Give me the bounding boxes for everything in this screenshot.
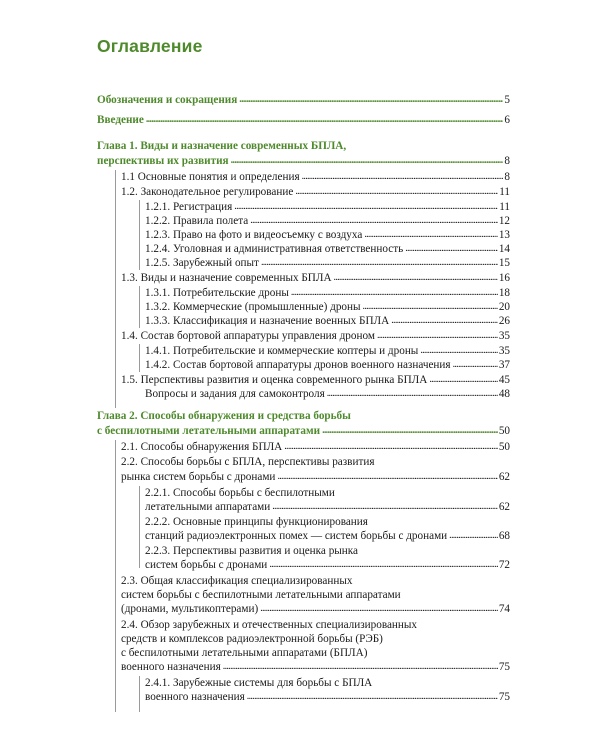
toc-page-number: 13 bbox=[498, 229, 510, 241]
toc-page-number: 8 bbox=[504, 171, 510, 183]
toc-page-number: 75 bbox=[498, 691, 510, 703]
dot-leader bbox=[261, 255, 498, 270]
section-2-2-bracket bbox=[139, 486, 140, 568]
toc-page-number: 14 bbox=[498, 243, 510, 255]
dot-leader bbox=[429, 372, 497, 387]
dot-leader bbox=[327, 386, 498, 401]
toc-entry-text: рынка систем борьбы с дронами bbox=[121, 471, 276, 483]
toc-entry-text[interactable]: средств и комплексов радиоэлектронной борьбы (РЭБ) bbox=[121, 633, 383, 645]
chapter-2-heading[interactable]: Глава 2. Способы обнаружения и средства борьбы bbox=[97, 410, 351, 422]
toc-entry-text: 1.4.1. Потребительские и коммерческие коптеры и дроны bbox=[145, 345, 419, 357]
toc-entry-text: 1.5. Перспективы развития и оценка современного рынка БПЛА bbox=[121, 374, 428, 386]
toc-entry-text[interactable]: 2.2.1. Способы борьбы с беспилотными bbox=[145, 487, 335, 499]
toc-entry-text: 1.3.2. Коммерческие (промышленные) дроны bbox=[145, 301, 361, 313]
toc-entry[interactable] bbox=[145, 286, 510, 300]
toc-page-number: 8 bbox=[504, 155, 510, 167]
toc-entry-text: 1.2.2. Правила полета bbox=[145, 215, 249, 227]
toc-page-number: 35 bbox=[498, 345, 510, 357]
toc-entry[interactable] bbox=[145, 214, 510, 228]
dot-leader bbox=[302, 169, 504, 184]
toc-page-number: 62 bbox=[498, 471, 510, 483]
toc-page-number: 6 bbox=[504, 114, 510, 126]
toc-entry[interactable] bbox=[121, 373, 510, 387]
dot-leader bbox=[322, 423, 498, 438]
dot-leader bbox=[364, 227, 498, 242]
toc-entry-text: 1.2.4. Уголовная и административная ответственность bbox=[145, 243, 404, 255]
dot-leader bbox=[377, 328, 498, 343]
toc-entry-text: 1.4.2. Состав бортовой аппаратуры дронов военного назначения bbox=[145, 359, 451, 371]
toc-entry-text[interactable]: 2.2.2. Основные принципы функционирования bbox=[145, 516, 368, 528]
chapter-2-heading-line2[interactable] bbox=[97, 424, 510, 438]
toc-entry-text: военного назначения bbox=[121, 661, 221, 673]
toc-entry[interactable] bbox=[121, 602, 510, 616]
toc-page-number: 5 bbox=[504, 94, 510, 106]
chapter-2-bracket bbox=[115, 440, 116, 712]
toc-entry-text[interactable]: 2.2.3. Перспективы развития и оценка рынка bbox=[145, 545, 359, 557]
toc-page-number: 16 bbox=[498, 272, 510, 284]
dot-leader bbox=[453, 357, 498, 372]
toc-entry-text: систем борьбы с дронами bbox=[145, 559, 268, 571]
toc-page-number: 75 bbox=[498, 661, 510, 673]
toc-entry[interactable] bbox=[145, 200, 510, 214]
toc-entry-introduction[interactable] bbox=[97, 113, 510, 127]
toc-entry-text: 1.3.1. Потребительские дроны bbox=[145, 287, 289, 299]
toc-entry-text: Вопросы и задания для самоконтроля bbox=[145, 388, 325, 400]
toc-entry-text: летательными аппаратами bbox=[145, 501, 271, 513]
dot-leader bbox=[391, 313, 498, 328]
dot-leader bbox=[234, 199, 498, 214]
toc-entry-text[interactable]: систем борьбы с беспилотными летательными аппаратами bbox=[121, 589, 401, 601]
dot-leader bbox=[420, 343, 497, 358]
toc-entry-text: Обозначения и сокращения bbox=[97, 94, 238, 106]
toc-page-number: 74 bbox=[498, 603, 510, 615]
toc-entry-text[interactable]: 2.4. Обзор зарубежных и отечественных специализированных bbox=[121, 619, 417, 631]
toc-entry-abbreviations[interactable] bbox=[97, 93, 510, 107]
toc-page-number: 50 bbox=[498, 441, 510, 453]
chapter-1-heading-line2[interactable] bbox=[97, 154, 510, 168]
toc-entry-text[interactable]: 2.3. Общая классификация специализированных bbox=[121, 575, 353, 587]
toc-entry-text: с беспилотными летательными аппаратами bbox=[97, 425, 321, 437]
toc-entry-text: 1.3. Виды и назначение современных БПЛА bbox=[121, 272, 332, 284]
toc-entry[interactable] bbox=[145, 228, 510, 242]
section-2-4-bracket bbox=[139, 676, 140, 712]
toc-entry[interactable] bbox=[121, 185, 510, 199]
toc-entry[interactable] bbox=[145, 358, 510, 372]
toc-page-number: 45 bbox=[498, 374, 510, 386]
dot-leader bbox=[239, 92, 503, 107]
dot-leader bbox=[247, 689, 498, 704]
toc-page-number: 15 bbox=[498, 257, 510, 269]
toc-entry-text: станций радиоэлектронных помех — систем борьбы с дронами bbox=[145, 530, 448, 542]
toc-entry-text[interactable]: 2.2. Способы борьбы с БПЛА, перспективы развития bbox=[121, 456, 375, 468]
dot-leader bbox=[284, 439, 498, 454]
toc-page-number: 11 bbox=[499, 186, 510, 198]
toc-entry-text: (дронами, мультикоптерами) bbox=[121, 603, 259, 615]
toc-entry[interactable] bbox=[145, 300, 510, 314]
dot-leader bbox=[272, 499, 498, 514]
toc-entry-text: 1.3.3. Классификация и назначение военных БПЛА bbox=[145, 315, 390, 327]
toc-page-number: 12 bbox=[498, 215, 510, 227]
toc-page-number: 48 bbox=[498, 388, 510, 400]
dot-leader bbox=[295, 184, 498, 199]
toc-entry[interactable] bbox=[121, 470, 510, 484]
toc-page-number: 18 bbox=[498, 287, 510, 299]
toc-entry-text: 1.4. Состав бортовой аппаратуры управления дроном bbox=[121, 330, 375, 342]
toc-page-number: 26 bbox=[498, 315, 510, 327]
toc-page-number: 50 bbox=[498, 425, 510, 437]
toc-entry[interactable] bbox=[145, 242, 510, 256]
toc-entry-text: 1.2.1. Регистрация bbox=[145, 201, 233, 213]
dot-leader bbox=[269, 557, 498, 572]
toc-entry-text: 2.1. Способы обнаружения БПЛА bbox=[121, 441, 283, 453]
toc-page-number: 62 bbox=[498, 501, 510, 513]
toc-page-number: 72 bbox=[498, 559, 510, 571]
dot-leader bbox=[223, 659, 498, 674]
toc-entry-text: военного назначения bbox=[145, 691, 245, 703]
dot-leader bbox=[334, 270, 498, 285]
chapter-1-bracket bbox=[115, 170, 116, 408]
toc-entry[interactable] bbox=[121, 271, 510, 285]
toc-entry[interactable] bbox=[145, 387, 510, 401]
dot-leader bbox=[363, 299, 498, 314]
dot-leader bbox=[146, 112, 504, 127]
toc-entry[interactable] bbox=[145, 500, 510, 514]
toc-entry[interactable] bbox=[145, 256, 510, 270]
dot-leader bbox=[231, 153, 504, 168]
toc-entry-text: 1.2.3. Право на фото и видеосъемку с воздуха bbox=[145, 229, 363, 241]
toc-entry-text[interactable]: 2.4.1. Зарубежные системы для борьбы с БПЛА bbox=[145, 677, 373, 689]
toc-page-number: 35 bbox=[498, 330, 510, 342]
toc-entry-text: 1.1 Основные понятия и определения bbox=[121, 171, 300, 183]
toc-entry[interactable] bbox=[145, 529, 510, 543]
dot-leader bbox=[291, 285, 498, 300]
toc-page-number: 20 bbox=[498, 301, 510, 313]
dot-leader bbox=[449, 528, 498, 543]
toc-page-number: 11 bbox=[499, 201, 510, 213]
toc-entry-text: 1.2. Законодательное регулирование bbox=[121, 186, 294, 198]
chapter-1-heading[interactable]: Глава 1. Виды и назначение современных БПЛА, bbox=[97, 140, 347, 152]
toc-entry-text[interactable]: с беспилотными летательными аппаратами (БПЛА) bbox=[121, 647, 368, 659]
toc-page-number: 68 bbox=[498, 530, 510, 542]
dot-leader bbox=[260, 601, 498, 616]
toc-entry-text: Введение bbox=[97, 114, 144, 126]
toc-entry[interactable] bbox=[145, 314, 510, 328]
toc-page-number: 37 bbox=[498, 359, 510, 371]
toc-entry[interactable] bbox=[121, 440, 510, 454]
toc-entry-text: 1.2.5. Зарубежный опыт bbox=[145, 257, 259, 269]
dot-leader bbox=[277, 469, 497, 484]
toc-entry[interactable] bbox=[145, 690, 510, 704]
toc-entry[interactable] bbox=[121, 660, 510, 674]
toc-entry[interactable] bbox=[145, 558, 510, 572]
toc-entry-text: перспективы их развития bbox=[97, 155, 229, 167]
section-1-2-bracket bbox=[139, 200, 140, 270]
toc-entry[interactable] bbox=[121, 329, 510, 343]
dot-leader bbox=[405, 241, 498, 256]
section-1-3-bracket bbox=[139, 286, 140, 328]
toc-entry[interactable] bbox=[121, 170, 510, 184]
page-title: Оглавление bbox=[97, 36, 203, 56]
toc-entry[interactable] bbox=[145, 344, 510, 358]
section-1-4-bracket bbox=[139, 344, 140, 372]
dot-leader bbox=[250, 213, 498, 228]
